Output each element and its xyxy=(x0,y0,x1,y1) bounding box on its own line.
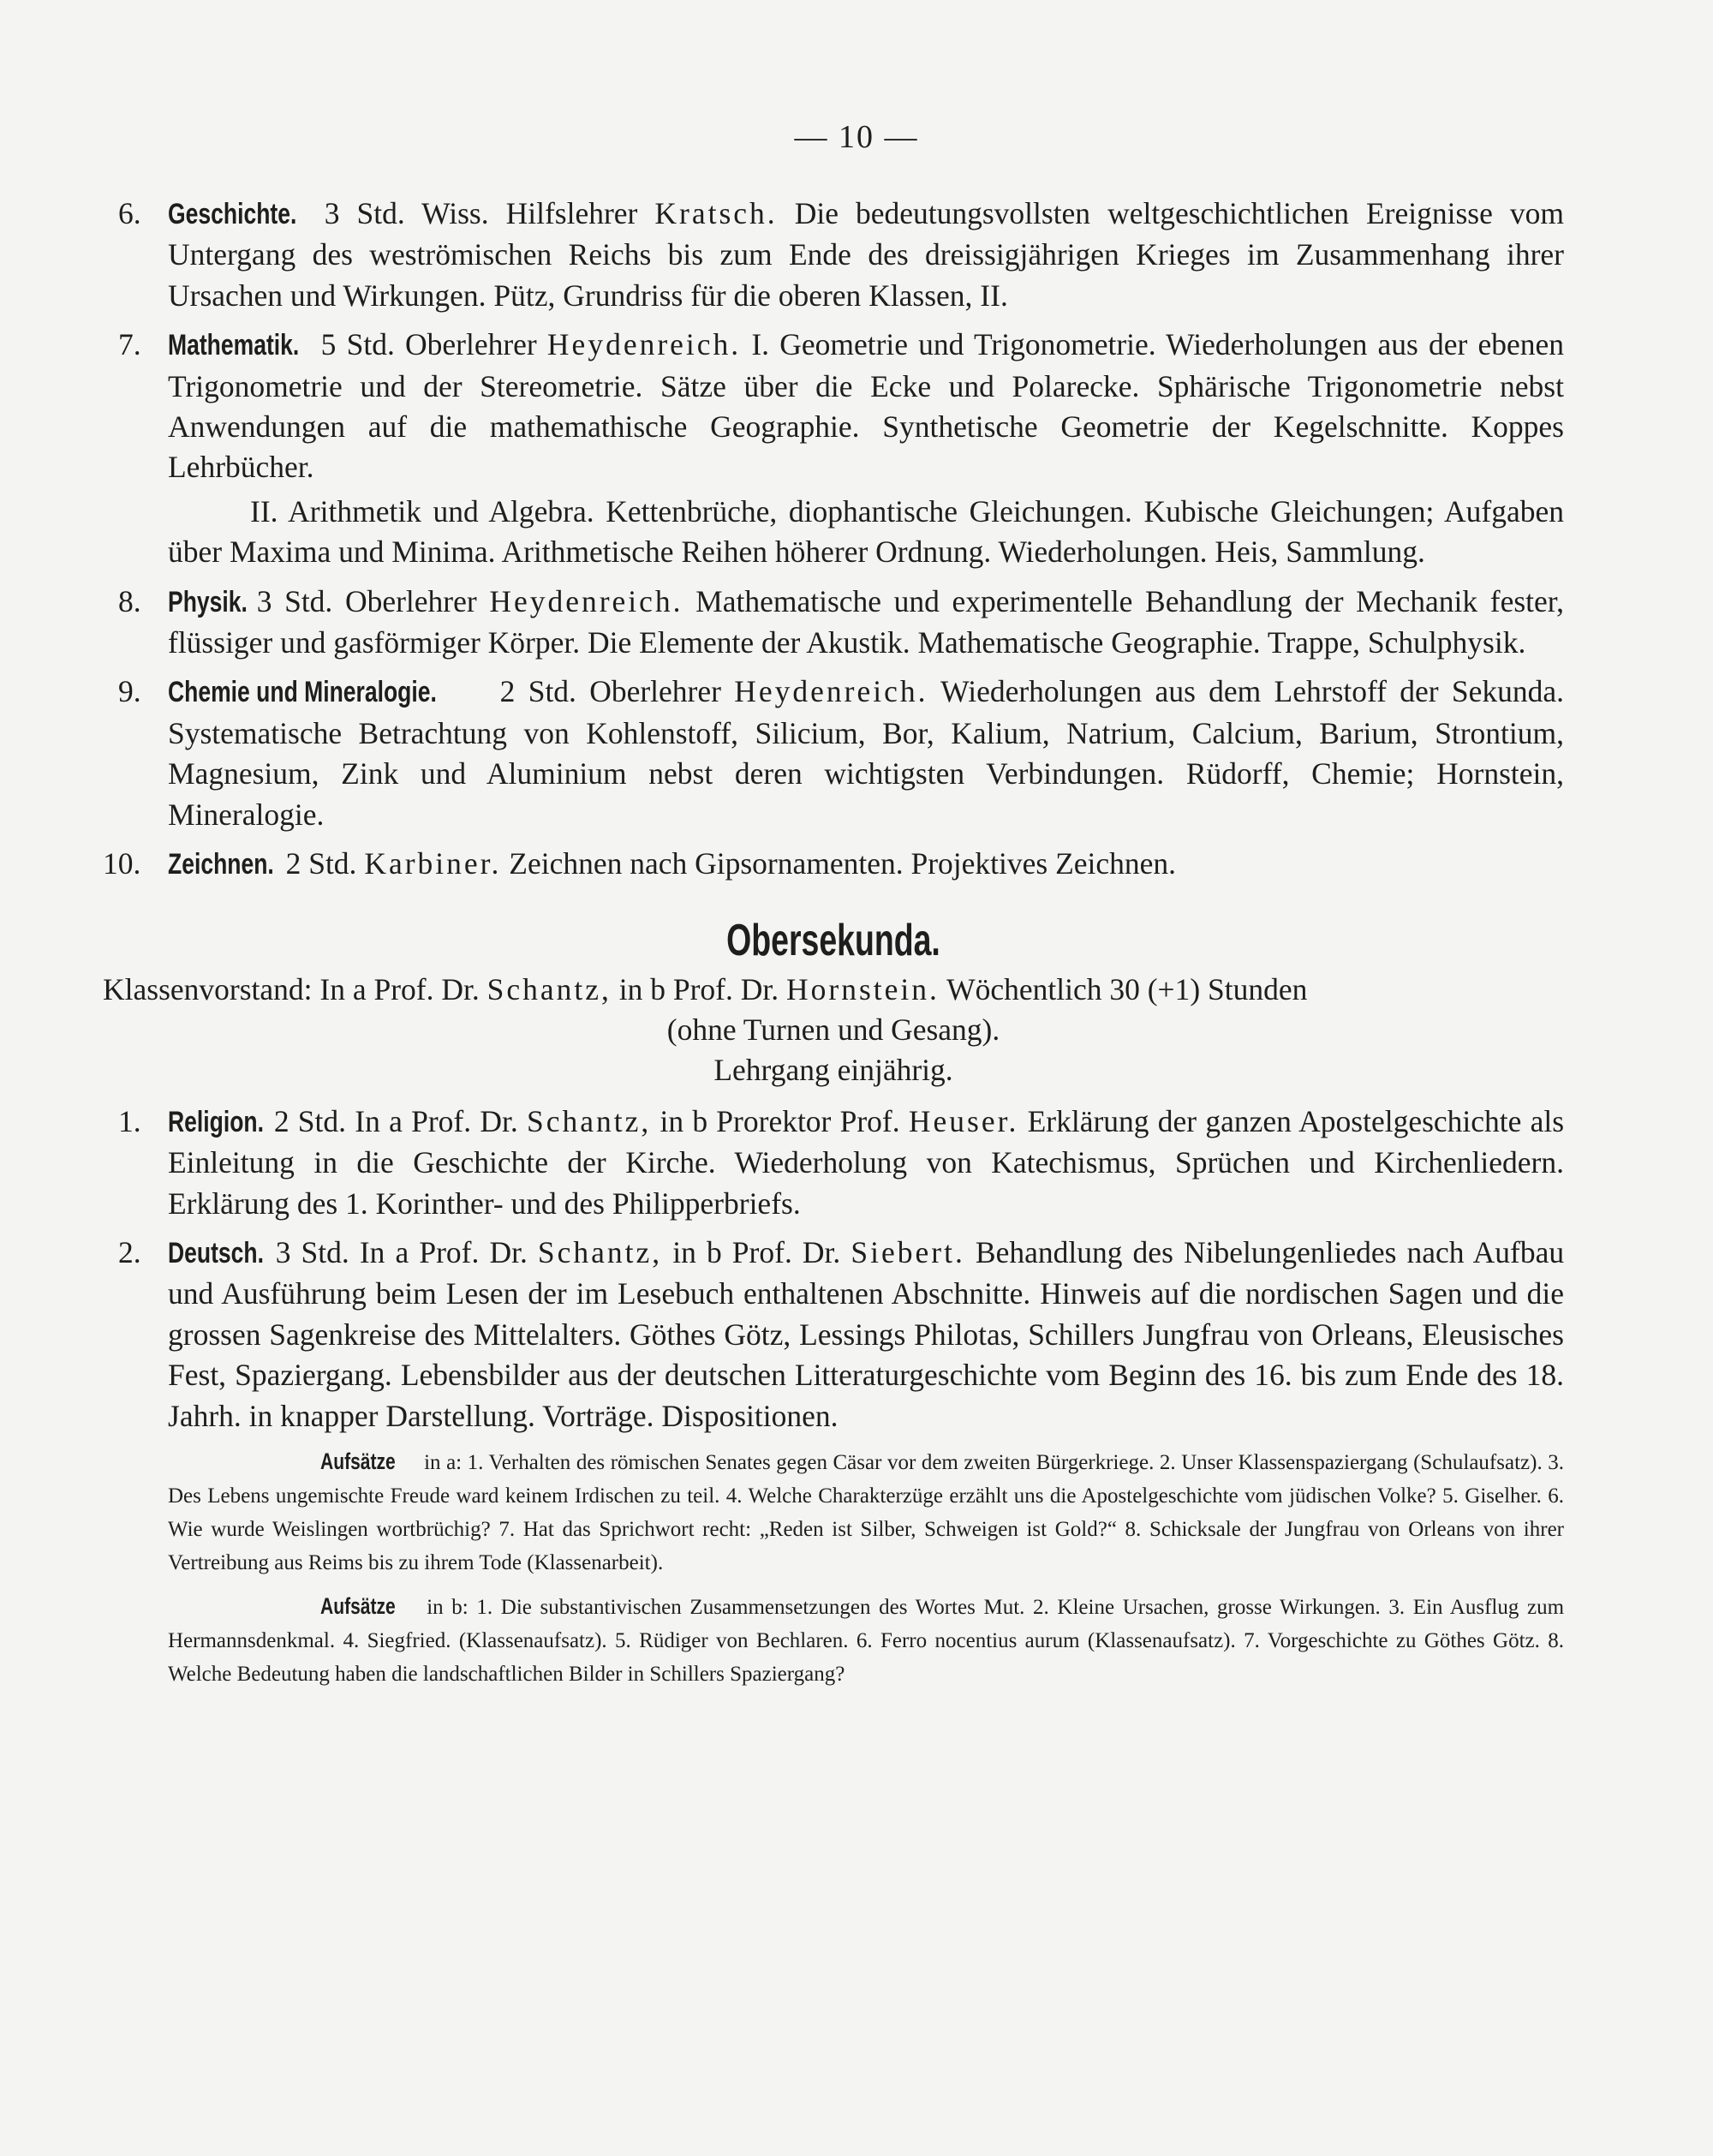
subject-item-religion xyxy=(103,1102,1564,1224)
essay-group: in b: xyxy=(427,1595,469,1619)
class-teacher-b: Hornstein. xyxy=(786,971,940,1006)
hours: 2 Std. xyxy=(273,1103,347,1138)
subject-item-geschichte xyxy=(103,194,1564,316)
teacher-prefix: Oberlehrer xyxy=(405,327,537,362)
class-info-note: (ohne Turnen und Gesang). xyxy=(666,1012,1000,1047)
teacher-name: Kratsch. xyxy=(654,196,778,230)
teacher-a-name: Schantz, xyxy=(526,1103,652,1138)
hours: 2 Std. xyxy=(499,674,576,709)
hours: 3 Std. xyxy=(275,1234,349,1269)
subject-title: Religion. xyxy=(168,1105,264,1138)
item-number: 6. xyxy=(118,196,141,230)
essay-list-a xyxy=(168,1445,1564,1580)
subject-title: Chemie und Mineralogie. xyxy=(168,676,437,709)
subject-description: Mathematische und experimentelle Behandlung der Mechanik fester, flüssiger und gasförmiger Körper. Die Elemente der Akustik. Mathematische Geographie. Trappe, Schulphysik. xyxy=(168,583,1565,660)
page-number: — 10 — xyxy=(794,119,919,155)
hours: 2 Std. xyxy=(285,846,357,881)
teacher-b-prefix: in b Prorektor Prof. xyxy=(660,1103,900,1138)
class-info-mid: in b Prof. Dr. xyxy=(618,971,779,1006)
item-number: 2. xyxy=(118,1234,141,1269)
teacher-name: Karbiner. xyxy=(364,846,502,881)
subject-title: Physik. xyxy=(168,585,248,618)
teacher-a-name: Schantz, xyxy=(537,1234,663,1269)
item-number: 9. xyxy=(118,674,141,709)
subject-description: Zeichnen nach Gipsornamenten. Projektives Zeichnen. xyxy=(509,846,1177,881)
essay-group: in a: xyxy=(424,1450,463,1474)
item-number: 10. xyxy=(103,846,141,881)
item-number: 1. xyxy=(118,1103,141,1138)
subject-title: Deutsch. xyxy=(168,1236,265,1269)
teacher-name: Heydenreich. xyxy=(489,583,683,618)
essay-label: Aufsätze xyxy=(320,1592,396,1619)
teacher-name: Heydenreich. xyxy=(734,674,928,709)
teacher-b-name: Siebert. xyxy=(851,1234,965,1269)
teacher-b-name: Heuser. xyxy=(908,1103,1019,1138)
subject-item-chemie xyxy=(103,672,1564,835)
subject-description: Behandlung des Nibelungenliedes nach Aufbau und Ausführung beim Lesen der im Lesebuch enthaltenen Abschnitte. Hinweis auf die nordischen Sagen und die grossen Sagenkreise des Mittelalters. Göthes Götz, Lessings Philotas, Schillers Jungfrau von Orleans, Eleusisches Fest, Spaziergang. Lebensbilder aus der deutschen Litteraturgeschichte vom Beginn des 16. bis zum Ende des 18. Jahrh. in knapper Darstellung. Vorträge. Dispositionen. xyxy=(168,1234,1565,1433)
item-number: 8. xyxy=(118,583,141,618)
teacher-prefix: Oberlehrer xyxy=(589,674,721,709)
hours: 3 Std. xyxy=(324,196,405,230)
class-teacher-a: Schantz, xyxy=(486,971,612,1006)
hours: 3 Std. xyxy=(256,583,333,618)
section-title: Obersekunda. xyxy=(726,915,940,965)
subject-item-deutsch xyxy=(103,1233,1564,1436)
subject-description: I. Geometrie und Trigonometrie. Wiederholungen aus der ebenen Trigonometrie und der Stereometrie. Sätze über die Ecke und Polarecke. Sphärische Trigonometrie nebst Anwendungen auf die mathemathische Geographie. Synthetische Geometrie der Kegelschnitte. Koppes Lehrbücher. xyxy=(168,327,1564,485)
class-info-prefix: Klassenvorstand: In a Prof. Dr. xyxy=(103,971,480,1006)
essay-text: 1. Die substantivischen Zusammensetzungen des Wortes Mut. 2. Kleine Ursachen, grosse Wirkungen. 3. Ein Ausflug zum Hermannsdenkmal. 4. Siegfried. (Klassenaufsatz). 5. Rüdiger von Bechlaren. 6. Ferro nocentius aurum (Klassenaufsatz). 7. Vorgeschichte zu Göthes Götz. 8. Welche Bedeutung haben die landschaftlichen Bilder in Schillers Spaziergang? xyxy=(168,1595,1565,1686)
teacher-prefix: Wiss. Hilfslehrer xyxy=(421,196,638,230)
course-duration: Lehrgang einjährig. xyxy=(713,1053,953,1088)
essay-text: 1. Verhalten des römischen Senates gegen Cäsar vor dem zweiten Bürgerkriege. 2. Unser Klassenspaziergang (Schulaufsatz). 3. Des Lebens ungemischte Freude ward keinem Irdischen zu teil. 4. Welche Charakterzüge erzählt uns die Apostelgeschichte vom jüdischen Volke? 5. Giselher. 6. Wie wurde Weislingen wortbrüchig? 7. Hat das Sprichwort recht: „Reden ist Silber, Schweigen ist Gold?“ 8. Schicksale der Jungfrau von Orleans von ihrer Vertreibung aus Reims bis zu ihrem Tode (Klassenarbeit). xyxy=(168,1450,1564,1574)
teacher-a-prefix: In a Prof. Dr. xyxy=(355,1103,518,1138)
subject-title: Geschichte. xyxy=(168,198,297,230)
hours: 5 Std. xyxy=(320,327,395,362)
item-number: 7. xyxy=(118,327,141,362)
essay-topics xyxy=(103,1445,1564,1691)
class-info xyxy=(103,970,1564,1010)
essay-list-b xyxy=(168,1590,1564,1691)
teacher-name: Heydenreich. xyxy=(546,327,742,362)
essay-label: Aufsätze xyxy=(320,1448,396,1474)
teacher-a-prefix: In a Prof. Dr. xyxy=(359,1234,528,1269)
subject-description: Erklärung der ganzen Apostelgeschichte als Einleitung in die Geschichte der Kirche. Wiederholung von Katechismus, Sprüchen und Kirchenliedern. Erklärung des 1. Korinther- und des Philipperbriefs. xyxy=(168,1103,1565,1221)
subject-description: Wiederholungen aus dem Lehrstoff der Sekunda. Systematische Betrachtung von Kohlenstoff, Silicium, Bor, Kalium, Natrium, Calcium, Barium, Strontium, Magnesium, Zink und Aluminium nebst deren wichtigsten Verbindungen. Rüdorff, Chemie; Hornstein, Mineralogie. xyxy=(168,674,1565,832)
subject-item-mathematik xyxy=(103,325,1564,572)
teacher-b-prefix: in b Prof. Dr. xyxy=(672,1234,841,1269)
subject-description-part-2: II. Arithmetik und Algebra. Kettenbrüche, diophantische Gleichungen. Kubische Gleichungen; Aufgaben über Maxima und Minima. Arithmetische Reihen höherer Ordnung. Wiederholungen. Heis, Sammlung. xyxy=(168,493,1564,570)
weekly-hours: Wöchentlich 30 (+1) Stunden xyxy=(946,971,1308,1006)
subject-item-physik xyxy=(103,582,1564,664)
subject-description: Die bedeutungsvollsten weltgeschichtlichen Ereignisse vom Untergang des weströmischen Reichs bis zum Ende des dreissigjährigen Krieges im Zusammenhang ihrer Ursachen und Wirkungen. Pütz, Grundriss für die oberen Klassen, II. xyxy=(168,196,1564,313)
teacher-prefix: Oberlehrer xyxy=(344,583,477,618)
subject-item-zeichnen xyxy=(103,844,1564,885)
subject-title: Zeichnen. xyxy=(168,848,274,881)
page-body xyxy=(103,194,1564,1701)
subject-title: Mathematik. xyxy=(168,329,300,362)
